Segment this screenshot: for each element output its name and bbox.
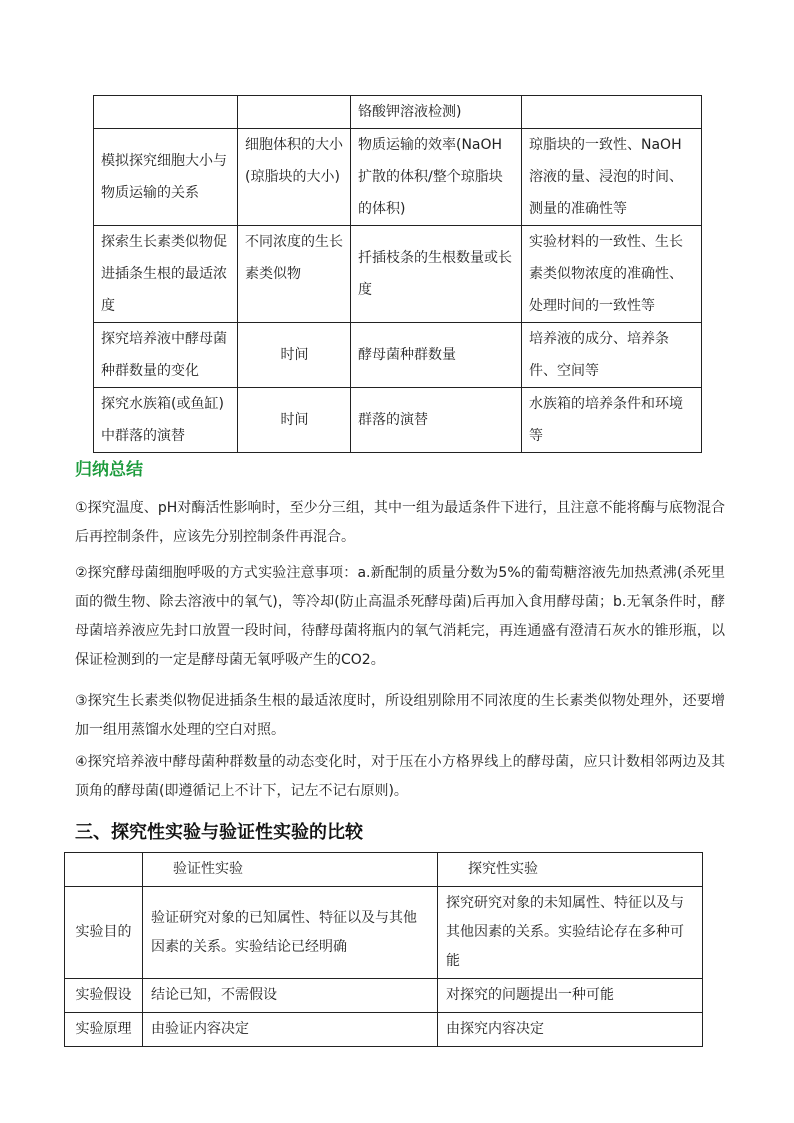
table-cell: 探究水族箱(或鱼缸)中群落的演替 xyxy=(94,388,238,453)
table-row xyxy=(94,129,702,226)
table-cell: 群落的演替 xyxy=(351,388,522,453)
table-cell: 酵母菌种群数量 xyxy=(351,323,522,388)
summary-paragraph: ②探究酵母菌细胞呼吸的方式实验注意事项：a.新配制的质量分数为5%的葡萄糖溶液先加热煮沸(杀死里面的微生物、除去溶液中的氧气)，等冷却(防止高温杀死酵母菌)后再加入食用酵母菌；b.无氧条件时，酵母菌培养液应先封口放置一段时间，待酵母菌将瓶内的氧气消耗完，再连通盛有澄清石灰水的锥形瓶，以保证检测到的一定是酵母菌无氧呼吸产生的CO2。 xyxy=(75,565,725,668)
table-cell: 模拟探究细胞大小与物质运输的关系 xyxy=(94,129,238,226)
table-header-cell: 探究性实验 xyxy=(438,853,703,887)
table-row xyxy=(65,887,703,979)
table-cell: 由验证内容决定 xyxy=(143,1013,438,1047)
table-row xyxy=(94,388,702,453)
experiment-table xyxy=(93,95,702,453)
table-cell: 时间 xyxy=(238,388,351,453)
section-heading: 三、探究性实验与验证性实验的比较 xyxy=(75,822,363,843)
table-cell: 水族箱的培养条件和环境等 xyxy=(522,388,702,453)
table-cell: 培养液的成分、培养条件、空间等 xyxy=(522,323,702,388)
table-cell: 铬酸钾溶液检测) xyxy=(351,96,522,129)
summary-paragraph: ③探究生长素类似物促进插条生根的最适浓度时，所设组别除用不同浓度的生长素类似物处理外，还要增加一组用蒸馏水处理的空白对照。 xyxy=(75,693,725,738)
table-cell: 实验材料的一致性、生长素类似物浓度的准确性、处理时间的一致性等 xyxy=(522,226,702,323)
table-cell: 对探究的问题提出一种可能 xyxy=(438,979,703,1013)
table-cell: 探索生长素类似物促进插条生根的最适浓度 xyxy=(94,226,238,323)
table-cell: 不同浓度的生长素类似物 xyxy=(238,226,351,323)
table-cell: 琼脂块的一致性、NaOH溶液的量、浸泡的时间、测量的准确性等 xyxy=(522,129,702,226)
table-cell: 由探究内容决定 xyxy=(438,1013,703,1047)
table-cell xyxy=(522,96,702,129)
summary-heading: 归纳总结 xyxy=(75,460,143,480)
table-cell: 探究培养液中酵母菌种群数量的变化 xyxy=(94,323,238,388)
table-cell xyxy=(238,96,351,129)
table-cell: 探究研究对象的未知属性、特征以及与其他因素的关系。实验结论存在多种可能 xyxy=(438,887,703,979)
row-label: 实验目的 xyxy=(65,887,143,979)
table-cell: 物质运输的效率(NaOH扩散的体积/整个琼脂块的体积) xyxy=(351,129,522,226)
summary-paragraph: ①探究温度、pH对酶活性影响时，至少分三组，其中一组为最适条件下进行，且注意不能将酶与底物混合后再控制条件，应该先分别控制条件再混合。 xyxy=(75,500,725,545)
table-cell: 结论已知，不需假设 xyxy=(143,979,438,1013)
row-label: 实验假设 xyxy=(65,979,143,1013)
table-cell: 时间 xyxy=(238,323,351,388)
summary-paragraph: ④探究培养液中酵母菌种群数量的动态变化时，对于压在小方格界线上的酵母菌，应只计数相邻两边及其顶角的酵母菌(即遵循记上不计下，记左不记右原则)。 xyxy=(75,754,725,799)
table-row xyxy=(94,323,702,388)
table-row xyxy=(65,1013,703,1047)
row-label: 实验原理 xyxy=(65,1013,143,1047)
table-header-row xyxy=(65,853,703,887)
table-header-cell: 验证性实验 xyxy=(143,853,438,887)
table-cell: 扦插枝条的生根数量或长度 xyxy=(351,226,522,323)
comparison-table xyxy=(64,852,703,1047)
table-cell: 细胞体积的大小(琼脂块的大小) xyxy=(238,129,351,226)
table-row xyxy=(94,226,702,323)
table-header-cell xyxy=(65,853,143,887)
table-cell xyxy=(94,96,238,129)
table-row xyxy=(65,979,703,1013)
table-row xyxy=(94,96,702,129)
table-cell: 验证研究对象的已知属性、特征以及与其他因素的关系。实验结论已经明确 xyxy=(143,887,438,979)
